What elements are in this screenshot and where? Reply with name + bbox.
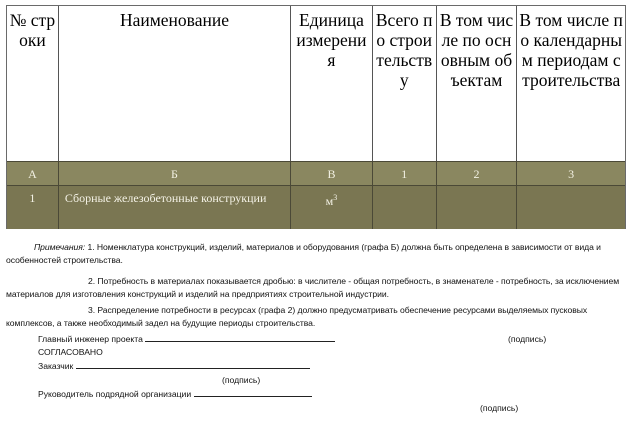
chief-engineer-line: [38, 333, 335, 345]
row-unit-base: м: [325, 194, 334, 208]
contractor-line: [38, 388, 312, 400]
header-row-number: № строки: [7, 6, 59, 161]
note-1-text: 1. Номенклатура конструкций, изделий, материалов и оборудования (графа Б) должна быть определена в зависимости от вида и особенностей строительства.: [6, 242, 601, 265]
row-unit: [291, 186, 373, 229]
header-unit: Единица измерения: [291, 6, 373, 161]
note-1: [6, 241, 626, 267]
signature-underline: [145, 341, 335, 342]
header-main-objects: В том числе по основным объектам: [437, 6, 518, 161]
table-index-row: [7, 162, 625, 186]
row-number: 1: [7, 186, 59, 229]
row-total: [373, 186, 437, 229]
note-2: 2. Потребность в материалах показывается дробью: в числителе - общая потребность, в знаменателе - потребность, за исключением материалов для изготовления конструкций и изделий на предприятиях строительной индустрии.: [6, 276, 620, 299]
table-header-row: [7, 6, 625, 162]
signature-caption-3: (подпись): [480, 403, 519, 413]
resource-table: [6, 5, 626, 229]
agreed-label: СОГЛАСОВАНО: [38, 347, 103, 357]
header-calendar-periods: В том числе по календарным периодам строительства: [519, 10, 623, 90]
notes-label: Примечания:: [34, 242, 86, 252]
chief-engineer-label: Главный инженер проекта: [38, 334, 143, 344]
customer-label: Заказчик: [38, 361, 74, 371]
index-cell: Б: [59, 162, 291, 185]
index-cell: В: [291, 162, 373, 185]
customer-line: [38, 360, 310, 372]
index-cell: 3: [568, 167, 575, 181]
signature-caption-2: (подпись): [222, 375, 261, 385]
signature-underline: [76, 368, 310, 369]
index-cell: А: [7, 162, 59, 185]
note-3: 3. Распределение потребности в ресурсах (графа 2) должно предусматривать обеспечение ресурсами выделяемых пусковых комплексов, а также необходимый задел на будущие периоды строительства.: [6, 305, 588, 328]
row-unit-exponent: 3: [333, 193, 338, 202]
index-cell: 2: [437, 162, 518, 185]
row-main-objects: [437, 186, 518, 229]
row-name: Сборные железобетонные конструкции: [59, 186, 291, 229]
header-name: Наименование: [59, 6, 291, 161]
contractor-label: Руководитель подрядной организации: [38, 389, 192, 399]
index-cell: 1: [373, 162, 437, 185]
row-periods: [517, 186, 625, 229]
table-row: [7, 186, 625, 229]
signature-caption-1: (подпись): [508, 334, 547, 344]
header-total: Всего по строительству: [373, 6, 437, 161]
signature-underline: [194, 396, 312, 397]
